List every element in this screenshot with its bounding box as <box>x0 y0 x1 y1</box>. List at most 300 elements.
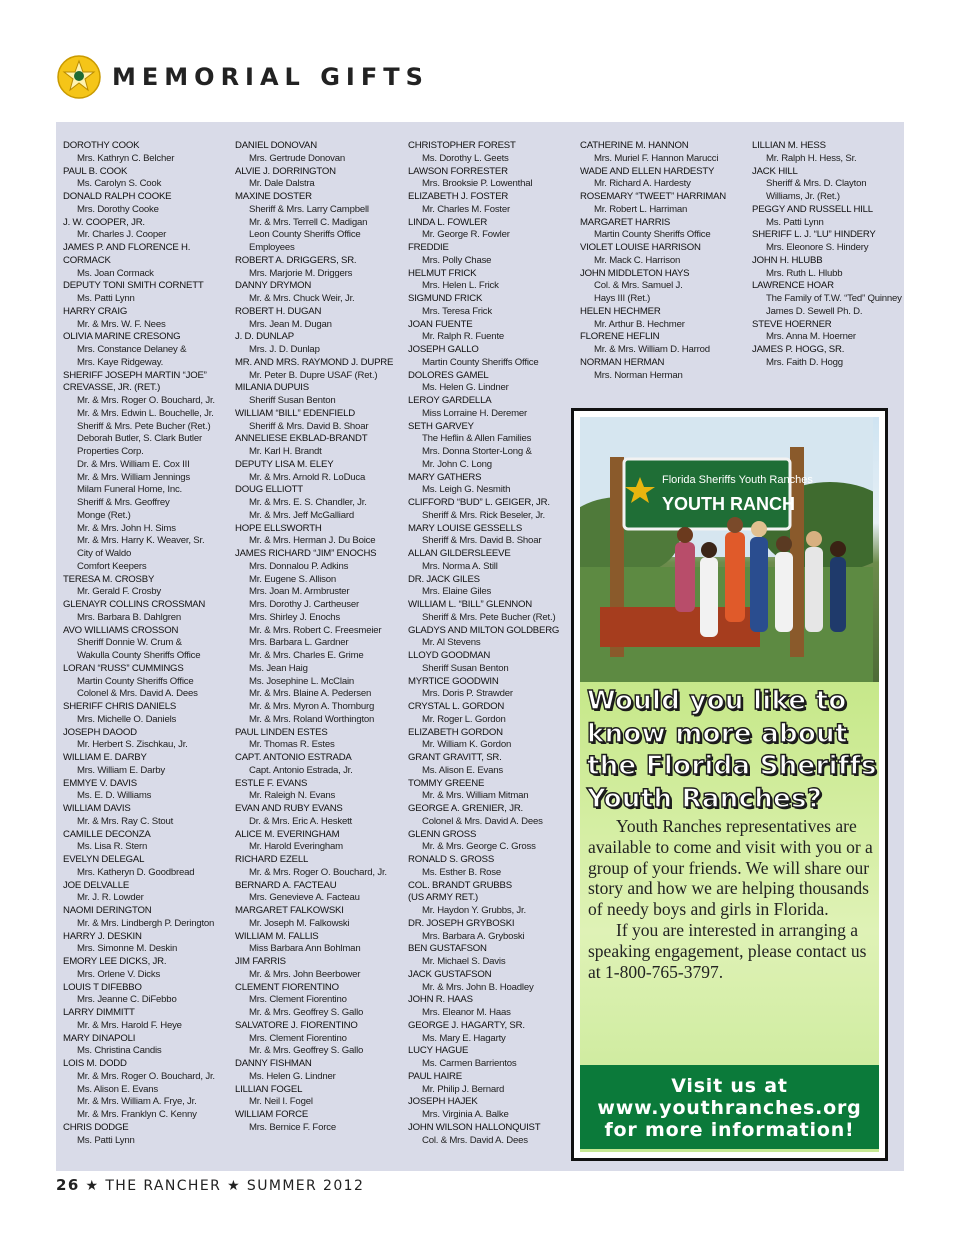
donor-name: Mr. & Mrs. John B. Hoadley <box>422 981 534 993</box>
donor-name: Sheriff & Mrs. D. Clayton <box>766 178 867 190</box>
honoree-name: PAUL LINDEN ESTES <box>235 726 328 738</box>
ad-background <box>580 417 879 1152</box>
donor-name: Mr. & Mrs. Jeff McGalliard <box>249 509 354 521</box>
honoree-name: RONALD S. GROSS <box>408 854 495 865</box>
donor-name: Capt. Antonio Estrada, Jr. <box>249 764 353 776</box>
donor-name: Sheriff Susan Benton <box>422 662 509 674</box>
honoree-name: ELIZABETH GORDON <box>408 726 503 738</box>
honoree-name: DOROTHY COOK <box>63 140 140 151</box>
donor-name: Ms. Mary E. Hagarty <box>422 1032 506 1044</box>
honoree-name: JAMES P. HOGG, SR. <box>752 344 845 355</box>
donor-name: Mr. & Mrs. Chuck Weir, Jr. <box>249 293 355 304</box>
donor-name: Mrs. Brooksie P. Lowenthal <box>422 178 533 190</box>
donor-name: Mrs. Clement Fiorentino <box>249 994 347 1006</box>
honoree-name: LINDA L. FOWLER <box>408 216 488 228</box>
donor-name: Mr. Ralph R. Fuente <box>422 331 505 343</box>
honoree-name: LORAN “RUSS” CUMMINGS <box>63 662 184 674</box>
donor-name: Mr. & Mrs. Robert C. Freesmeier <box>249 624 382 636</box>
donor-name: Mrs. Helen L. Frick <box>422 280 499 292</box>
ranch-photo-illustration <box>580 417 873 682</box>
donor-name: Mr. Harold Everingham <box>249 841 343 853</box>
donor-name: Mr. Dale Dalstra <box>249 178 315 190</box>
donor-name: Dr. & Mrs. William E. Cox III <box>77 458 190 470</box>
honoree-name: CATHERINE M. HANNON <box>580 140 689 151</box>
honoree-name: CAMILLE DECONZA <box>63 828 151 840</box>
donor-name: Mr. & Mrs. Geoffrey S. Gallo <box>249 1007 364 1018</box>
honoree-name: JOHN R. HAAS <box>408 994 473 1006</box>
honoree-name: ROSEMARY “TWEET” HARRIMAN <box>580 191 727 202</box>
donor-name: Leon County Sheriffs Office <box>249 229 361 241</box>
donor-name: Dr. & Mrs. Eric A. Heskett <box>249 815 353 827</box>
donor-name: Mrs. Eleanor M. Haas <box>422 1007 511 1018</box>
donor-name: Mr. & Mrs. Herman J. Du Boice <box>249 535 376 547</box>
honoree-name: WILLIAM L. “BILL” GLENNON <box>408 599 533 610</box>
honoree-name: ROBERT H. DUGAN <box>235 305 322 317</box>
donor-name: Mrs. Muriel F. Hannon Marucci <box>594 152 719 164</box>
honoree-name: GEORGE J. HAGARTY, SR. <box>408 1019 525 1031</box>
donor-name: Mrs. Jean M. Dugan <box>249 318 332 330</box>
honoree-name: HOPE ELLSWORTH <box>235 522 322 534</box>
donor-name: Mr. Roger L. Gordon <box>422 713 506 725</box>
donor-name: Mr. & Mrs. Charles E. Grime <box>249 650 364 661</box>
honoree-name: DOUG ELLIOTT <box>235 484 303 496</box>
honoree-name: DANNY DRYMON <box>235 280 312 292</box>
honoree-name: GLENN GROSS <box>408 828 477 840</box>
donor-name: Mr. & Mrs. Terrell C. Madigan <box>249 216 368 228</box>
donor-name: Mr. Herbert S. Zischkau, Jr. <box>77 739 188 751</box>
donor-name: Sheriff & Mrs. David B. Shoar <box>422 535 542 547</box>
donor-name: Mrs. Ruth L. Hlubb <box>766 267 843 279</box>
donor-name: Mr. & Mrs. Arnold R. LoDuca <box>249 471 366 483</box>
donor-name: Ms. Alison E. Evans <box>77 1083 158 1095</box>
honoree-name: DEPUTY TONI SMITH CORNETT <box>63 280 204 292</box>
donor-name: Mrs. Norman Herman <box>594 369 683 381</box>
honoree-name: MARY LOUISE GESSELLS <box>408 522 523 534</box>
cta-line-1: Visit us at <box>671 1075 788 1097</box>
donor-name: Mrs. Donna Storter-Long & <box>422 446 532 457</box>
donor-name: Mrs. Marjorie M. Driggers <box>249 267 353 279</box>
honoree-name: MARGARET FALKOWSKI <box>235 905 344 916</box>
donor-name: Mrs. Doris P. Strawder <box>422 688 513 700</box>
donor-name: Williams, Jr. (Ret.) <box>766 191 840 202</box>
honoree-name: RICHARD EZELL <box>235 854 309 865</box>
page-title: MEMORIAL GIFTS <box>112 63 429 91</box>
honoree-name: DOLORES GAMEL <box>408 369 489 381</box>
honoree-name: COL. BRANDT GRUBBS <box>408 879 512 891</box>
honoree-name: (US ARMY RET.) <box>408 892 479 904</box>
donor-name: Mr. & Mrs. William A. Frye, Jr. <box>77 1096 197 1108</box>
sign-line-1: Florida Sheriffs Youth Ranches <box>662 474 813 486</box>
honoree-name: MARY DINAPOLI <box>63 1032 136 1044</box>
honoree-name: HELEN HECHMER <box>580 305 661 317</box>
ad-call-to-action <box>580 1065 879 1149</box>
donor-name: Sheriff & Mrs. Pete Bucher (Ret.) <box>77 420 211 432</box>
donor-name: Deborah Butler, S. Clark Butler <box>77 433 202 445</box>
donor-name: Mrs. Dorothy Cooke <box>77 203 159 215</box>
honoree-name: BEN GUSTAFSON <box>408 943 487 955</box>
donor-name: Ms. Esther B. Rose <box>422 866 502 878</box>
honoree-name: MARY GATHERS <box>408 471 482 483</box>
honoree-name: MAXINE DOSTER <box>235 191 312 202</box>
honoree-name: CHRISTOPHER FOREST <box>408 140 516 151</box>
donor-name: Mr. & Mrs. William Jennings <box>77 471 190 483</box>
honoree-name: LUCY HAGUE <box>408 1045 469 1057</box>
honoree-name: TOMMY GREENE <box>408 777 485 789</box>
honoree-name: STEVE HOERNER <box>752 318 832 330</box>
honoree-name: SHERIFF JOSEPH MARTIN “JOE” <box>63 369 207 381</box>
donor-name: Sheriff & Mrs. Pete Bucher (Ret.) <box>422 611 556 623</box>
honoree-name: JAMES P. AND FLORENCE H. <box>63 242 191 253</box>
donor-name: Mr. Robert L. Harriman <box>594 203 688 215</box>
honoree-name: MARGARET HARRIS <box>580 216 671 228</box>
donor-name: Mrs. Elaine Giles <box>422 586 492 598</box>
honoree-name: JAMES RICHARD “JIM” ENOCHS <box>235 548 377 559</box>
donor-name: Mrs. Donnalou P. Adkins <box>249 560 349 572</box>
donor-name: Mr. Charles M. Foster <box>422 203 511 215</box>
donor-name: Mr. & Mrs. E. S. Chandler, Jr. <box>249 497 367 508</box>
page-footer <box>56 1176 364 1194</box>
honoree-name: CORMACK <box>63 254 111 266</box>
donor-name: Miss Barbara Ann Bohlman <box>249 943 361 955</box>
donor-name: The Heflin & Allen Families <box>422 433 532 445</box>
donor-name: Mrs. J. D. Dunlap <box>249 344 320 355</box>
donor-name: Mr. & Mrs. George C. Gross <box>422 841 536 853</box>
donor-name: Mr. Al Stevens <box>422 637 481 649</box>
donor-name: Mr. Haydon Y. Grubbs, Jr. <box>422 905 526 916</box>
honoree-name: NAOMI DERINGTON <box>63 905 152 916</box>
memorial-column-3 <box>408 140 576 1147</box>
donor-name: Colonel & Mrs. David A. Dees <box>422 815 543 827</box>
honoree-name: PEGGY AND RUSSELL HILL <box>752 203 873 215</box>
donor-name: Wakulla County Sheriffs Office <box>77 650 201 661</box>
donor-name: Mr. & Mrs. W. F. Nees <box>77 318 166 330</box>
donor-name: Mr. & Mrs. Lindbergh P. Derington <box>77 917 215 929</box>
honoree-name: LAWRENCE HOAR <box>752 280 834 292</box>
honoree-name: J. D. DUNLAP <box>235 331 294 343</box>
donor-name: Mrs. Gertrude Donovan <box>249 152 346 164</box>
donor-name: Mrs. Constance Delaney & <box>77 344 187 355</box>
donor-name: Mr. Charles J. Cooper <box>77 229 167 241</box>
donor-name: Mr. & Mrs. Roland Worthington <box>249 713 375 725</box>
donor-name: Ms. Alison E. Evans <box>422 764 503 776</box>
honoree-name: DANNY FISHMAN <box>235 1058 312 1069</box>
donor-name: Mrs. Barbara L. Gardner <box>249 637 349 649</box>
donor-name: Mr. & Mrs. Myron A. Thornburg <box>249 701 375 712</box>
donor-name: City of Waldo <box>77 548 132 559</box>
donor-name: Mrs. Katheryn D. Goodbread <box>77 866 195 878</box>
donor-name: Mr. Thomas R. Estes <box>249 739 335 751</box>
donor-name: Sheriff & Mrs. David B. Shoar <box>249 420 369 432</box>
donor-name: Mr. & Mrs. William D. Harrod <box>594 344 710 355</box>
donor-name: Mr. Neil I. Fogel <box>249 1096 313 1108</box>
donor-name: Mr. & Mrs. Roger O. Bouchard, Jr. <box>77 1070 215 1082</box>
donor-name: Monge (Ret.) <box>77 509 131 521</box>
honoree-name: LAWSON FORRESTER <box>408 165 508 177</box>
ad-headline: Would you like to know more about the Florida Sheriffs Youth Ranches? <box>587 686 877 814</box>
honoree-name: CAPT. ANTONIO ESTRADA <box>235 752 352 763</box>
donor-name: Sheriff & Mrs. Larry Campbell <box>249 203 369 215</box>
donor-name: Mr. & Mrs. John H. Sims <box>77 522 176 534</box>
donor-name: Martin County Sheriffs Office <box>422 356 539 368</box>
memorial-column-1 <box>63 140 231 1147</box>
donor-name: Mrs. Dorothy J. Cartheuser <box>249 599 359 610</box>
donor-name: James D. Sewell Ph. D. <box>766 305 863 317</box>
honoree-name: AVO WILLIAMS CROSSON <box>63 624 179 636</box>
honoree-name: GEORGE A. GRENIER, JR. <box>408 803 524 814</box>
honoree-name: JOHN MIDDLETON HAYS <box>580 267 690 279</box>
donor-name: Mrs. Orlene V. Dicks <box>77 968 161 980</box>
donor-name: Ms. Christina Candis <box>77 1045 162 1057</box>
honoree-name: EMMYE V. DAVIS <box>63 777 137 789</box>
donor-name: Properties Corp. <box>77 446 144 457</box>
honoree-name: CRYSTAL L. GORDON <box>408 701 505 712</box>
honoree-name: JIM FARRIS <box>235 956 286 967</box>
donor-name: Mrs. Faith D. Hogg <box>766 356 843 368</box>
donor-name: Ms. Joan Cormack <box>77 267 154 279</box>
donor-name: Ms. Josephine L. McClain <box>249 675 355 687</box>
donor-name: Mr. Mack C. Harrison <box>594 254 681 266</box>
honoree-name: OLIVIA MARINE CRESONG <box>63 331 181 343</box>
ad-body-paragraph-2: If you are interested in arranging a speaking engagement, please contact us at 1-800-765-3797. <box>588 919 867 982</box>
donor-name: Col. & Mrs. David A. Dees <box>422 1134 528 1146</box>
page-header <box>56 52 429 102</box>
honoree-name: ALICE M. EVERINGHAM <box>235 828 340 840</box>
donor-name: Mr. & Mrs. Roger O. Bouchard, Jr. <box>77 395 215 406</box>
donor-name: Mrs. Virginia A. Balke <box>422 1109 509 1120</box>
donor-name: Ms. Dorothy L. Geets <box>422 152 509 164</box>
honoree-name: JACK GUSTAFSON <box>408 968 492 980</box>
honoree-name: DR. JOSEPH GRYBOSKI <box>408 917 515 929</box>
donor-name: Sheriff & Mrs. Rick Beseler, Jr. <box>422 509 545 521</box>
honoree-name: SHERIFF CHRIS DANIELS <box>63 701 177 712</box>
donor-name: Mr. Eugene S. Allison <box>249 573 336 585</box>
cta-line-3: for more information! <box>604 1119 855 1141</box>
donor-name: Mr. & Mrs. Blaine A. Pedersen <box>249 688 372 700</box>
donor-name: Mrs. Anna M. Hoerner <box>766 331 856 343</box>
donor-name: Mr. Karl H. Brandt <box>249 446 322 457</box>
honoree-name: JOSEPH GALLO <box>408 344 479 355</box>
honoree-name: HARRY J. DESKIN <box>63 930 142 942</box>
footer-separator-1: ★ <box>85 1178 100 1194</box>
sign-line-2: YOUTH RANCH <box>662 494 795 514</box>
honoree-name: WILLIAM DAVIS <box>63 803 131 814</box>
honoree-name: ANNELIESE EKBLAD-BRANDT <box>235 433 368 445</box>
honoree-name: EVAN AND RUBY EVANS <box>235 803 343 814</box>
honoree-name: JOE DELVALLE <box>63 879 130 891</box>
issue-label: SUMMER 2012 <box>246 1178 365 1194</box>
honoree-name: ALLAN GILDERSLEEVE <box>408 548 511 559</box>
donor-name: Mrs. Norma A. Still <box>422 560 498 572</box>
honoree-name: WILLIAM FORCE <box>235 1109 309 1120</box>
donor-name: Ms. Carolyn S. Cook <box>77 178 162 190</box>
honoree-name: LILLIAN M. HESS <box>752 140 826 151</box>
donor-name: Mr. J. R. Lowder <box>77 892 144 904</box>
donor-name: Milam Funeral Home, Inc. <box>77 484 183 496</box>
donor-name: Mr. & Mrs. Ray C. Stout <box>77 815 174 827</box>
honoree-name: JOSEPH HAJEK <box>408 1096 478 1108</box>
donor-name: Sheriff Donnie W. Crum & <box>77 637 182 649</box>
donor-name: Mr. Joseph M. Falkowski <box>249 917 350 929</box>
donor-name: Mr. Philip J. Bernard <box>422 1083 505 1095</box>
honoree-name: CREVASSE, JR. (RET.) <box>63 382 161 394</box>
honoree-name: EMORY LEE DICKS, JR. <box>63 956 167 967</box>
honoree-name: DEPUTY LISA M. ELEY <box>235 458 334 470</box>
honoree-name: CLIFFORD “BUD” L. GEIGER, JR. <box>408 497 550 508</box>
donor-name: Martin County Sheriffs Office <box>77 675 194 687</box>
donor-name: Ms. E. D. Williams <box>77 790 152 802</box>
youth-ranch-photo <box>580 417 879 682</box>
donor-name: Mr. Ralph H. Hess, Sr. <box>766 152 857 164</box>
honoree-name: JOHN WILSON HALLONQUIST <box>408 1121 541 1133</box>
donor-name: Mr. Richard A. Hardesty <box>594 178 691 190</box>
page-number: 26 <box>56 1176 80 1194</box>
ad-body-paragraph-1: Youth Ranches representatives are available to come and visit with you or a group of your friends. We will share our story and how we are helping thousands of needy boys and girls in Florida. <box>588 816 873 920</box>
donor-name: Mr. & Mrs. Franklyn C. Kenny <box>77 1109 197 1120</box>
donor-name: Mrs. Kathryn C. Belcher <box>77 152 175 164</box>
honoree-name: WADE AND ELLEN HARDESTY <box>580 165 715 177</box>
donor-name: Mr. & Mrs. William Mitman <box>422 790 529 802</box>
donor-name: Martin County Sheriffs Office <box>594 229 711 241</box>
honoree-name: SHERIFF L. J. “LU” HINDERY <box>752 229 876 241</box>
donor-name: Mrs. Genevieve A. Facteau <box>249 892 360 904</box>
donor-name: Mr. Arthur B. Hechmer <box>594 318 685 330</box>
donor-name: Mr. Michael S. Davis <box>422 956 506 967</box>
publication-name: THE RANCHER <box>105 1178 222 1194</box>
donor-name: Mr. & Mrs. Roger O. Bouchard, Jr. <box>249 866 387 878</box>
honoree-name: TERESA M. CROSBY <box>63 573 155 585</box>
honoree-name: LOIS M. DODD <box>63 1058 127 1069</box>
donor-name: The Family of T.W. “Ted” Quinney <box>766 293 902 304</box>
honoree-name: ELIZABETH J. FOSTER <box>408 191 509 202</box>
honoree-name: WILLIAM E. DARBY <box>63 752 147 763</box>
honoree-name: ESTLE F. EVANS <box>235 777 308 789</box>
honoree-name: FLORENE HEFLIN <box>580 331 660 343</box>
honoree-name: CHRIS DODGE <box>63 1121 129 1133</box>
youth-ranch-ad <box>571 408 888 1161</box>
donor-name: Ms. Helen G. Lindner <box>422 382 509 394</box>
honoree-name: JOHN H. HLUBB <box>752 254 823 266</box>
donor-name: Mrs. Polly Chase <box>422 254 492 266</box>
honoree-name: LLOYD GOODMAN <box>408 650 491 661</box>
donor-name: Mrs. Bernice F. Force <box>249 1121 336 1133</box>
donor-name: Mrs. Kaye Ridgeway. <box>77 356 164 368</box>
donor-name: Mrs. Michelle O. Daniels <box>77 713 177 725</box>
honoree-name: GLENAYR COLLINS CROSSMAN <box>63 599 206 610</box>
honoree-name: HARRY CRAIG <box>63 305 128 317</box>
cta-website-link[interactable]: www.youthranches.org <box>597 1097 862 1119</box>
honoree-name: MYRTICE GOODWIN <box>408 675 499 687</box>
honoree-name: CLEMENT FIORENTINO <box>235 981 339 993</box>
honoree-name: MILANIA DUPUIS <box>235 382 309 394</box>
donor-name: Mr. & Mrs. Harold F. Heye <box>77 1019 182 1031</box>
memorial-column-5 <box>752 140 920 370</box>
honoree-name: NORMAN HERMAN <box>580 356 665 368</box>
honoree-name: J. W. COOPER, JR. <box>63 216 145 228</box>
donor-name: Mrs. Shirley J. Enochs <box>249 611 341 623</box>
honoree-name: DR. JACK GILES <box>408 573 480 585</box>
donor-name: Hays III (Ret.) <box>594 293 651 304</box>
honoree-name: LEROY GARDELLA <box>408 395 492 406</box>
sheriff-star-badge-icon <box>56 54 102 100</box>
donor-name: Sheriff Susan Benton <box>249 395 336 406</box>
donor-name: Mrs. William E. Darby <box>77 764 166 776</box>
honoree-name: JOSEPH DAOOD <box>63 726 137 738</box>
honoree-name: SETH GARVEY <box>408 420 474 432</box>
donor-name: Mr. Gerald F. Crosby <box>77 586 161 598</box>
donor-name: Ms. Lisa R. Stern <box>77 841 148 853</box>
donor-name: Mr. & Mrs. Harry K. Weaver, Sr. <box>77 535 205 547</box>
donor-name: Mr. & Mrs. Geoffrey S. Gallo <box>249 1045 364 1057</box>
honoree-name: WILLIAM “BILL” EDENFIELD <box>235 407 355 419</box>
ad-body <box>588 816 880 982</box>
honoree-name: MR. AND MRS. RAYMOND J. DUPRE <box>235 356 394 368</box>
donor-name: Mr. William K. Gordon <box>422 739 512 751</box>
donor-name: Colonel & Mrs. David A. Dees <box>77 688 198 700</box>
honoree-name: ALVIE J. DORRINGTON <box>235 165 336 177</box>
honoree-name: EVELYN DELEGAL <box>63 854 145 865</box>
honoree-name: PAUL HAIRE <box>408 1070 462 1082</box>
donor-name: Ms. Helen G. Lindner <box>249 1070 336 1082</box>
donor-name: Employees <box>249 242 295 253</box>
honoree-name: SIGMUND FRICK <box>408 293 483 304</box>
memorial-column-2 <box>235 140 403 1135</box>
donor-name: Mrs. Jeanne C. DiFebbo <box>77 994 177 1006</box>
honoree-name: JACK HILL <box>752 165 798 177</box>
honoree-name: GRANT GRAVITT, SR. <box>408 752 502 763</box>
honoree-name: DONALD RALPH COOKE <box>63 191 172 202</box>
honoree-name: LOUIS T DIFEBBO <box>63 981 142 993</box>
honoree-name: LILLIAN FOGEL <box>235 1083 303 1095</box>
donor-name: Mr. George R. Fowler <box>422 229 510 241</box>
donor-name: Ms. Patti Lynn <box>766 216 824 228</box>
donor-name: Mrs. Clement Fiorentino <box>249 1032 347 1044</box>
honoree-name: JOAN FUENTE <box>408 318 473 330</box>
donor-name: Ms. Carmen Barrientos <box>422 1058 517 1069</box>
honoree-name: BERNARD A. FACTEAU <box>235 879 337 891</box>
donor-name: Mrs. Barbara B. Dahlgren <box>77 611 181 623</box>
donor-name: Comfort Keepers <box>77 560 147 572</box>
donor-name: Mrs. Joan M. Armbruster <box>249 586 350 598</box>
memorial-column-4 <box>580 140 748 382</box>
honoree-name: HELMUT FRICK <box>408 267 477 279</box>
donor-name: Ms. Patti Lynn <box>77 293 135 304</box>
donor-name: Ms. Patti Lynn <box>77 1134 135 1146</box>
honoree-name: WILLIAM M. FALLIS <box>235 930 319 942</box>
donor-name: Mr. & Mrs. John Beerbower <box>249 968 361 980</box>
honoree-name: ROBERT A. DRIGGERS, SR. <box>235 254 357 266</box>
donor-name: Mrs. Teresa Frick <box>422 305 492 317</box>
donor-name: Ms. Jean Haig <box>249 662 308 674</box>
donor-name: Sheriff & Mrs. Geoffrey <box>77 497 170 508</box>
donor-name: Mr. Raleigh N. Evans <box>249 790 336 802</box>
honoree-name: LARRY DIMMITT <box>63 1007 135 1018</box>
footer-separator-2: ★ <box>227 1178 242 1194</box>
honoree-name: PAUL B. COOK <box>63 165 128 177</box>
donor-name: Col. & Mrs. Samuel J. <box>594 280 683 292</box>
donor-name: Mr. John C. Long <box>422 458 492 470</box>
donor-name: Mr. Peter B. Dupre USAF (Ret.) <box>249 369 378 381</box>
honoree-name: FREDDIE <box>408 242 449 253</box>
honoree-name: GLADYS AND MILTON GOLDBERG <box>408 624 560 636</box>
donor-name: Mrs. Eleonore S. Hindery <box>766 242 869 253</box>
donor-name: Miss Lorraine H. Deremer <box>422 407 528 419</box>
honoree-name: DANIEL DONOVAN <box>235 140 317 151</box>
donor-name: Mrs. Barbara A. Gryboski <box>422 930 525 942</box>
donor-name: Mrs. Simonne M. Deskin <box>77 943 178 955</box>
donor-name: Mr. & Mrs. Edwin L. Bouchelle, Jr. <box>77 407 214 419</box>
honoree-name: VIOLET LOUISE HARRISON <box>580 242 701 253</box>
donor-name: Ms. Leigh G. Nesmith <box>422 484 511 496</box>
